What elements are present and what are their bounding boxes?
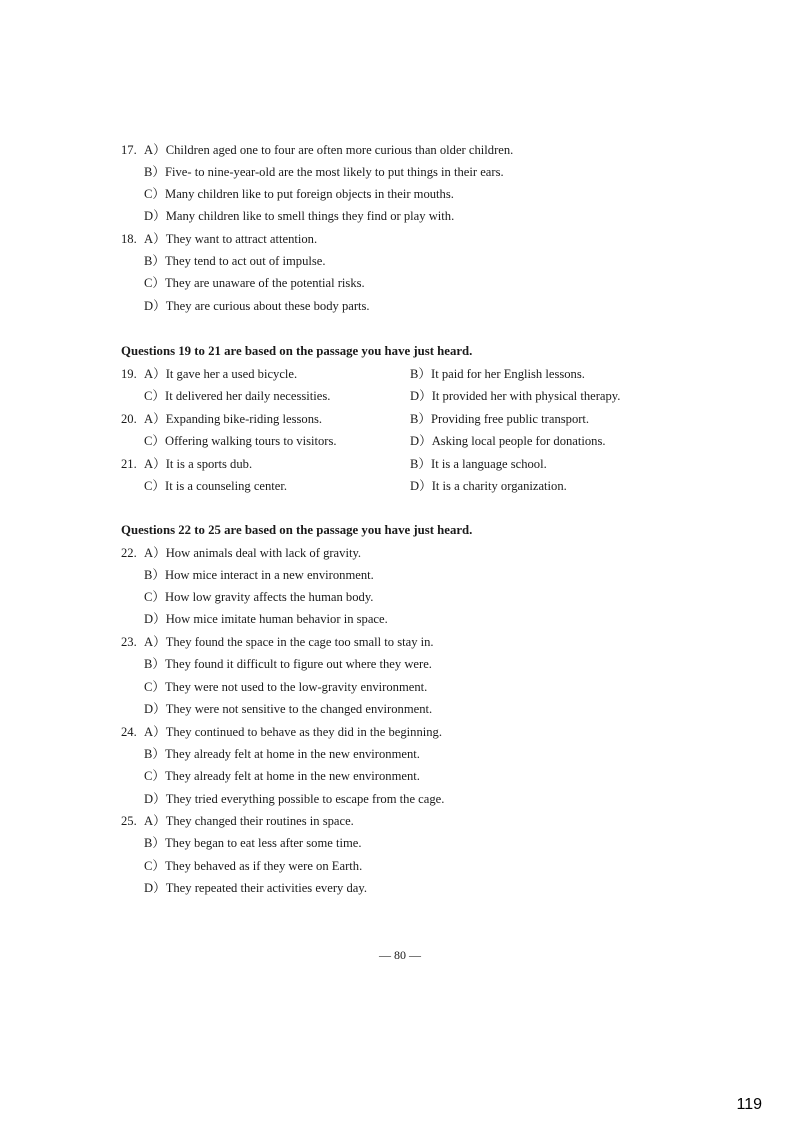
option-c: C）How low gravity affects the human body.: [144, 590, 374, 604]
option-c: C）It delivered her daily necessities.: [144, 389, 331, 403]
option-b: B）Providing free public transport.: [410, 412, 590, 426]
option-c: C）They behaved as if they were on Earth.: [144, 859, 363, 873]
question-number: 24.: [121, 725, 137, 739]
question-number: 25.: [121, 814, 137, 828]
option-a: A）They found the space in the cage too small to stay in.: [144, 635, 434, 649]
option-d: D）They are curious about these body parts.: [144, 299, 370, 313]
option-b: B）They found it difficult to figure out where they were.: [144, 657, 432, 671]
option-c: C）Many children like to put foreign objects in their mouths.: [144, 187, 454, 201]
question-number: 18.: [121, 232, 137, 246]
option-c: C）They already felt at home in the new environment.: [144, 769, 420, 783]
option-a: A）It is a sports dub.: [144, 457, 253, 471]
option-d: D）Asking local people for donations.: [410, 434, 606, 448]
option-d: D）They tried everything possible to escape from the cage.: [144, 792, 445, 806]
option-d: D）How mice imitate human behavior in space.: [144, 612, 388, 626]
option-c: C）It is a counseling center.: [144, 479, 288, 493]
option-c: C）They are unaware of the potential risks.: [144, 276, 365, 290]
option-d: D）They repeated their activities every day.: [144, 881, 367, 895]
question-number: 17.: [121, 143, 137, 157]
option-a: A）Expanding bike-riding lessons.: [144, 412, 323, 426]
option-b: B）How mice interact in a new environment.: [144, 568, 374, 582]
option-b: B）They already felt at home in the new environment.: [144, 747, 420, 761]
option-c: C）They were not used to the low-gravity environment.: [144, 680, 428, 694]
question-number: 19.: [121, 367, 137, 381]
option-a: A）How animals deal with lack of gravity.: [144, 546, 362, 560]
question-number: 22.: [121, 546, 137, 560]
option-b: B）They tend to act out of impulse.: [144, 254, 326, 268]
question-number: 20.: [121, 412, 137, 426]
option-d: D）They were not sensitive to the changed environment.: [144, 702, 433, 716]
option-d: D）It provided her with physical therapy.: [410, 389, 621, 403]
option-d: D）Many children like to smell things they find or play with.: [144, 209, 455, 223]
option-b: B）It is a language school.: [410, 457, 547, 471]
question-number: 23.: [121, 635, 137, 649]
page-footer: — 80 —: [379, 948, 421, 962]
option-a: A）It gave her a used bicycle.: [144, 367, 298, 381]
option-b: B）It paid for her English lessons.: [410, 367, 585, 381]
question-number: 21.: [121, 457, 137, 471]
section-header: Questions 19 to 21 are based on the passage you have just heard.: [121, 344, 473, 358]
option-c: C）Offering walking tours to visitors.: [144, 434, 337, 448]
option-b: B）They began to eat less after some time.: [144, 836, 362, 850]
option-a: A）Children aged one to four are often more curious than older children.: [144, 143, 514, 157]
section-header: Questions 22 to 25 are based on the passage you have just heard.: [121, 523, 473, 537]
option-d: D）It is a charity organization.: [410, 479, 567, 493]
option-a: A）They changed their routines in space.: [144, 814, 354, 828]
option-b: B）Five- to nine-year-old are the most likely to put things in their ears.: [144, 165, 504, 179]
page-number: 119: [736, 1096, 762, 1113]
option-a: A）They want to attract attention.: [144, 232, 318, 246]
option-a: A）They continued to behave as they did in the beginning.: [144, 725, 442, 739]
